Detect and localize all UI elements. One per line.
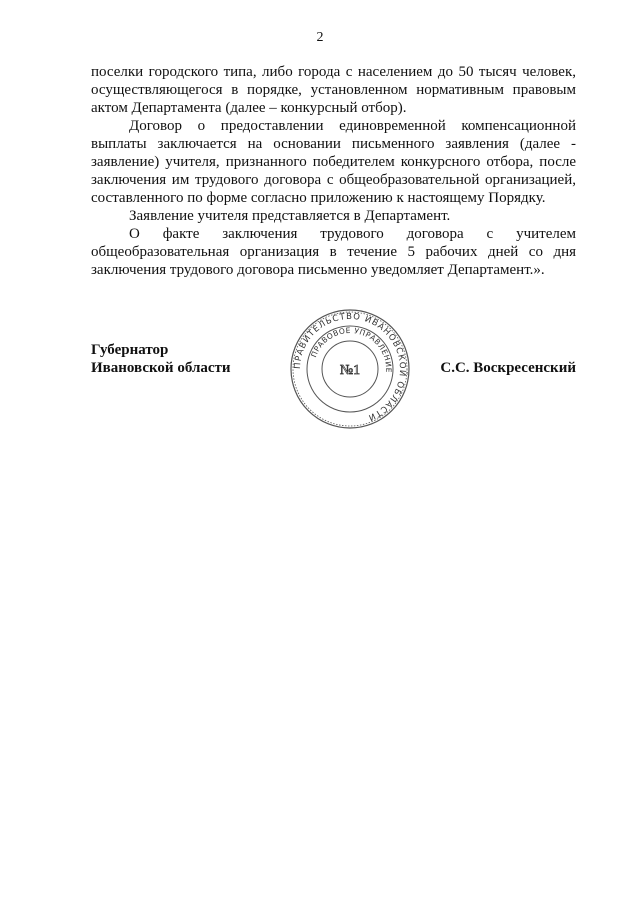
- document-body: [91, 63, 576, 279]
- svg-text:ПРАВИТЕЛЬСТВО ИВАНОВСКОЙ ОБЛАС: ПРАВИТЕЛЬСТВО ИВАНОВСКОЙ ОБЛАСТИ: [292, 311, 408, 423]
- body-paragraph: О факте заключения трудового договора с учителем общеобразовательная организация в течение 5 рабочих дней со дня заключения трудового договора письменно уведомляет Департамент.».: [91, 226, 576, 278]
- svg-text:ПРАВОВОЕ УПРАВЛЕНИЕ: ПРАВОВОЕ УПРАВЛЕНИЕ: [309, 325, 394, 374]
- signatory-position-line: Ивановской области: [91, 360, 231, 376]
- page-number: 2: [316, 30, 324, 45]
- svg-text:№1: №1: [339, 363, 361, 378]
- body-paragraph: Заявление учителя представляется в Департамент.: [129, 208, 451, 224]
- body-paragraph: Договор о предоставлении единовременной компенсационной выплаты заключается на основании письменного заявления (далее - заявление) учителя, признанного победителем конкурсного отбора, после заключения им трудового договора с общеобразовательной организацией, составленного по форме согласно приложению к настоящему Порядку.: [91, 118, 576, 206]
- signatory-position-line: Губернатор: [91, 342, 169, 358]
- signatory-position: [91, 341, 231, 377]
- signatory-name: С.С. Воскресенский: [440, 360, 576, 376]
- body-paragraph: поселки городского типа, либо города с населением до 50 тысяч человек, осуществляющегося в порядке, установленном нормативным правовым актом Департамента (далее – конкурсный отбор).: [91, 64, 576, 116]
- official-seal: [288, 307, 412, 431]
